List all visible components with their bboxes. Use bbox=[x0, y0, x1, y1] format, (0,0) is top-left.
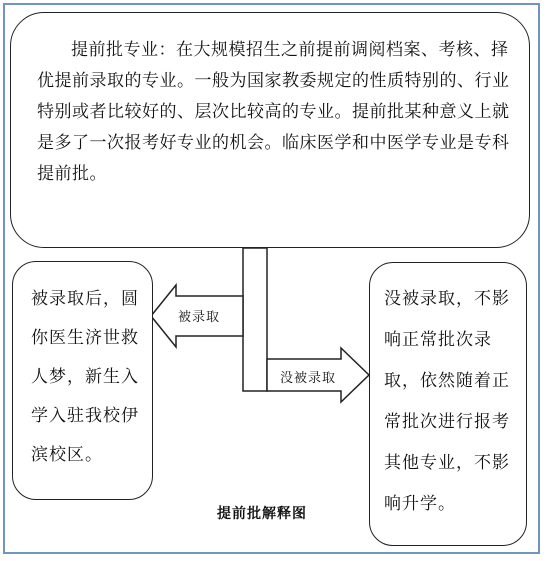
diagram-caption: 提前批解释图 bbox=[217, 506, 307, 522]
admitted-text: 被录取后，圆你医生济世救人梦，新生入学入驻我校伊滨校区。 bbox=[31, 289, 139, 465]
not-admitted-label: 没被录取 bbox=[280, 371, 337, 386]
definition-text: 提前批专业：在大规模招生之前提前调阅档案、考核、择优提前录取的专业。一般为国家教委规定的性质特别的、行业特别或者比较好的、层次比较高的专业。提前批某种意义上就是多了一次报考好专业的机会。临床医学和中医学专业是专科提前批。 bbox=[37, 40, 510, 184]
vertical-connector-bar bbox=[243, 248, 267, 391]
not-admitted-box bbox=[369, 262, 527, 546]
admitted-label: 被录取 bbox=[178, 310, 221, 325]
not-admitted-text: 没被录取，不影响正常批次录取，依然随着正常批次进行报考其他专业，不影响升学。 bbox=[384, 289, 510, 514]
admitted-box bbox=[12, 261, 153, 500]
